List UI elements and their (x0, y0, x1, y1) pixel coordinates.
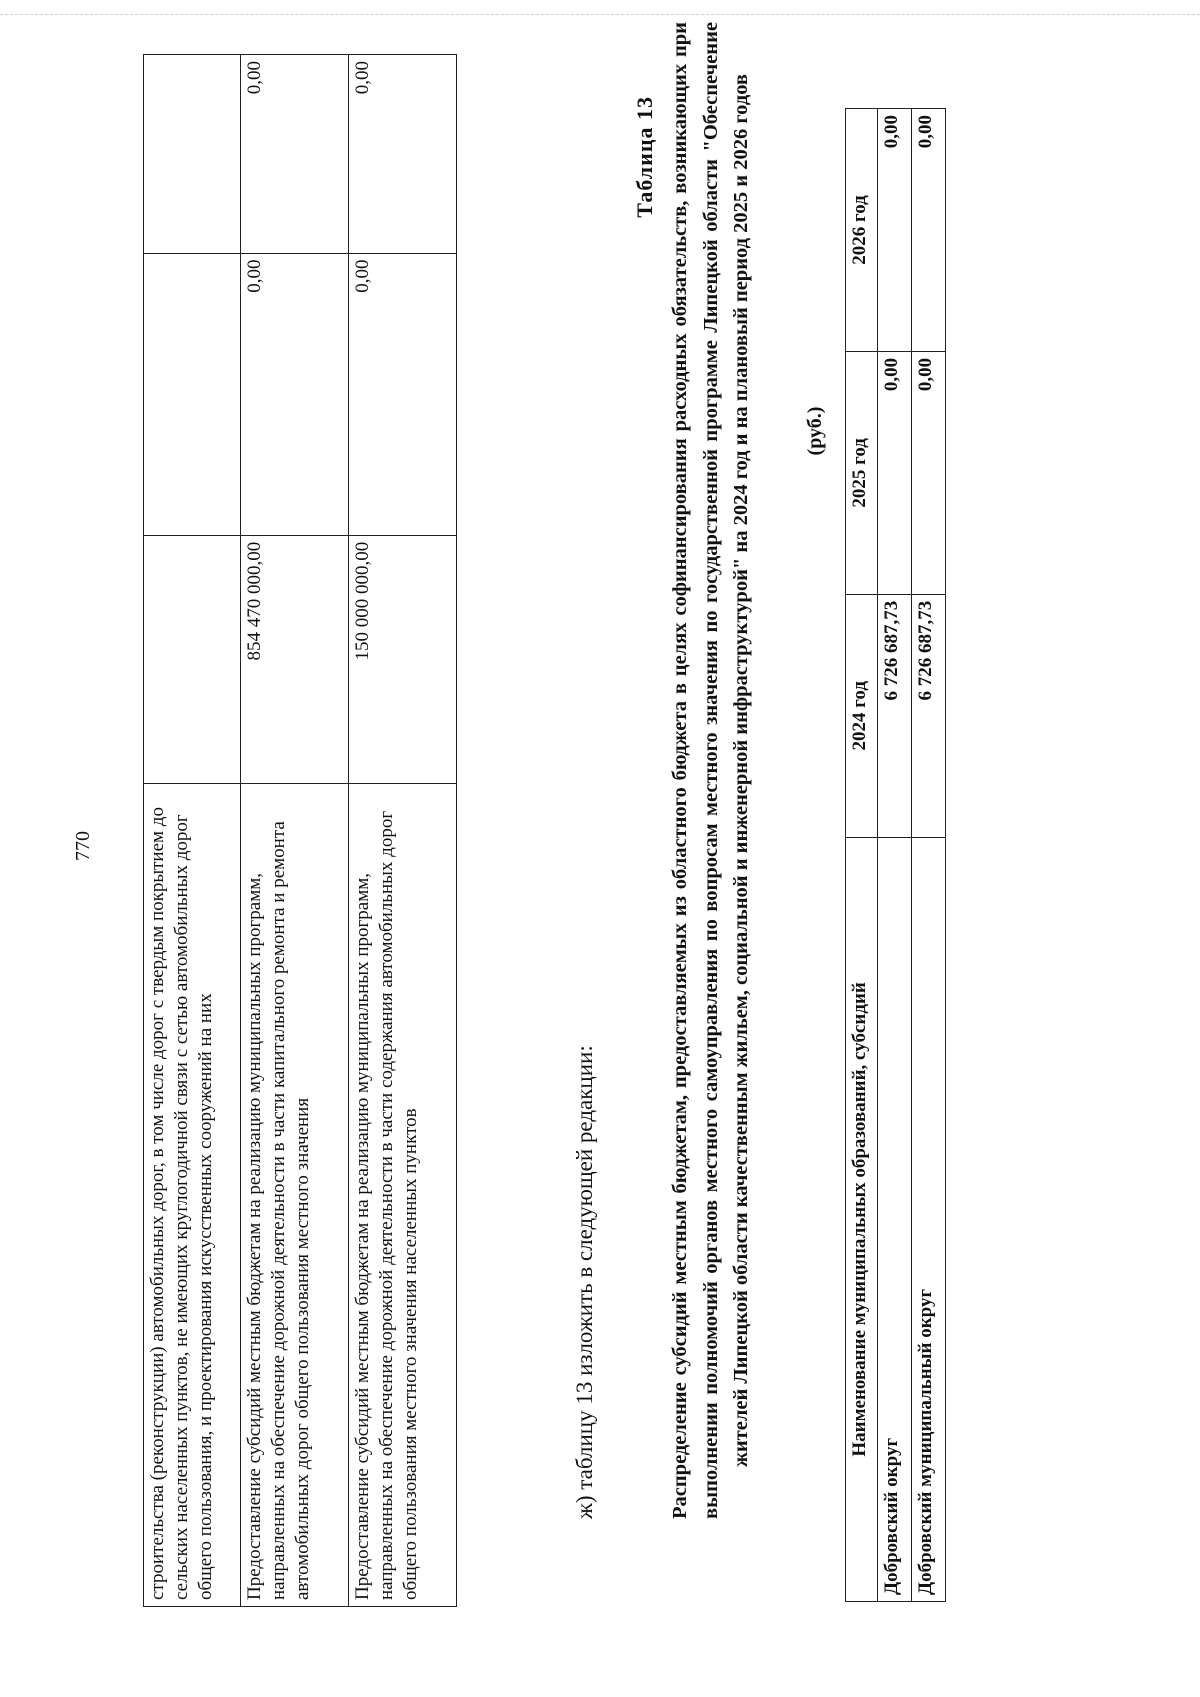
row-value-1: 854 470 000,00 (241, 535, 349, 783)
row-value-3 (144, 55, 241, 254)
row-value-2 (144, 253, 241, 535)
header-name: Наименование муниципальных образований, субсидий (846, 837, 878, 1601)
row-value-2: 0,00 (349, 253, 457, 535)
table-row (878, 109, 912, 1602)
value-2024: 6 726 687,73 (878, 594, 912, 837)
row-value-3: 0,00 (349, 55, 457, 254)
table-header-row (846, 109, 878, 1602)
page-number: 770 (72, 831, 94, 861)
value-2026: 0,00 (878, 109, 912, 352)
table-row (144, 55, 241, 1607)
row-value-1: 150 000 000,00 (349, 535, 457, 783)
unit-label: (руб.) (804, 406, 826, 456)
table-heading: Распределение субсидий местным бюджетам, предоставляемых из областного бюджета в целях софинансирования расходных обязательств, возникающих при выполнении полномочий органов местного самоуправления по вопросам местного значения по государственной программе Липецкой области "Обеспечение жителей Липецкой области качественным жильем, социальной и инженерной инфраструктурой" на 2024 год и на плановый период 2025 и 2026 годов (669, 22, 752, 1519)
value-2024: 6 726 687,73 (912, 594, 946, 837)
row-value-1 (144, 535, 241, 783)
row-description: Предоставление субсидий местным бюджетам на реализацию муниципальных программ, направленных на обеспечение дорожной деятельности в части содержания автомобильных дорог общего пользования местного значения населенных пунктов (349, 784, 457, 1607)
subsidy-distribution-table (845, 108, 946, 1602)
value-2025: 0,00 (912, 351, 946, 594)
amendment-instruction: ж) таблицу 13 изложить в следующей редакции: (572, 1045, 597, 1519)
municipality-name: Добровский муниципальный округ (912, 837, 946, 1601)
continued-subsidy-table (143, 54, 457, 1607)
table-row (912, 109, 946, 1602)
table-row (241, 55, 349, 1607)
row-value-2: 0,00 (241, 253, 349, 535)
value-2026: 0,00 (912, 109, 946, 352)
header-2026: 2026 год (846, 109, 878, 352)
value-2025: 0,00 (878, 351, 912, 594)
header-2025: 2025 год (846, 351, 878, 594)
row-description: строительства (реконструкции) автомобильных дорог, в том числе дорог с твердым покрытием до сельских населенных пунктов, не имеющих круглогодичной связи с сетью автомобильных дорог общего пользования, и проектирования искусственных сооружений на них (144, 784, 241, 1607)
table-number-label: Таблица 13 (632, 96, 657, 218)
table-row (349, 55, 457, 1607)
row-value-3: 0,00 (241, 55, 349, 254)
row-description: Предоставление субсидий местным бюджетам на реализацию муниципальных программ, направленных на обеспечение дорожной деятельности в части капитального ремонта и ремонта автомобильных дорог общего пользования местного значения (241, 784, 349, 1607)
municipality-name: Добровский округ (878, 837, 912, 1601)
header-2024: 2024 год (846, 594, 878, 837)
